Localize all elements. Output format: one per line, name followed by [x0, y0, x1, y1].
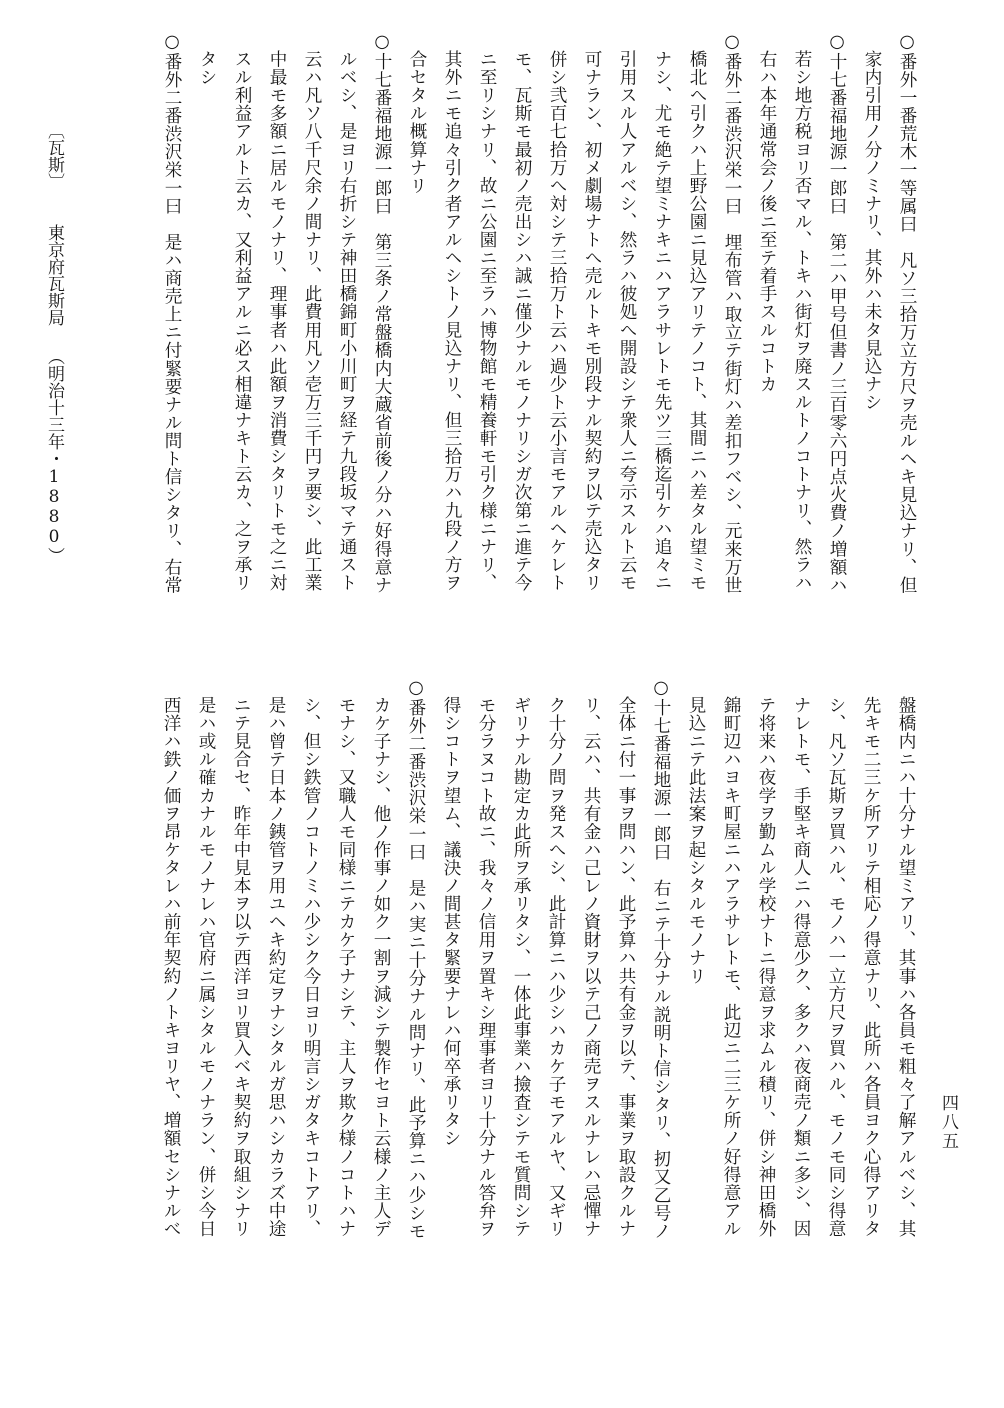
- upper-text-block: [154, 32, 924, 632]
- text-line: ○十七番福地源一郎曰 第二ハ甲号但書ノ三百零六円点火費ノ増額ハ: [827, 32, 847, 594]
- text-line: モ、瓦斯モ最初ノ売出シハ誠ニ僅少ナルモノナリシガ次第ニ進テ今: [512, 32, 532, 592]
- text-line: ○番外一番荒木一等属曰 凡ソ三拾万立方尺ヲ売ルヘキ見込ナリ、但: [897, 32, 917, 594]
- text-line: 錦町辺ハヨキ町屋ニハアラサレトモ、此辺ニ二三ケ所ノ好得意アル: [721, 678, 741, 1238]
- text-line: ○番外二番渋沢栄一曰 是ハ商売上ニ付緊要ナル問ト信シタリ、右常: [162, 32, 182, 594]
- margin-date: （明治十三年・1880）: [44, 348, 64, 564]
- text-line: 引用スル人アルベシ、然ラハ彼処へ開設シテ衆人ニ夸示スルト云モ: [617, 32, 637, 592]
- text-line: シ、凡ソ瓦斯ヲ買ハル、モノハ一立方尺ヲ買ハル、モノモ同シ得意: [826, 678, 846, 1238]
- page-number: 四八五: [938, 1094, 958, 1151]
- text-line: ○十七番福地源一郎曰 第三条ノ常盤橋内大蔵省前後ノ分ハ好得意ナ: [372, 32, 392, 594]
- text-line: ○十七番福地源一郎曰 右ニテ十分ナル説明ト信シタリ、扨又乙号ノ: [651, 678, 671, 1240]
- text-line: 中最モ多額ニ居ルモノナリ、理事者ハ此額ヲ消費シタリトモ之ニ対: [267, 32, 287, 592]
- text-line: 云ハ凡ソ八千尺余ノ間ナリ、此費用凡ソ壱万三千円ヲ要シ、此工業: [302, 32, 322, 592]
- text-line: ク十分ノ問ヲ発スへシ、此計算ニハ少シハカケ子モアルヤ、又ギリ: [546, 678, 566, 1238]
- text-line: テ将来ハ夜学ヲ勤ムル学校ナトニ得意ヲ求ムル積リ、併シ神田橋外: [756, 678, 776, 1238]
- text-line: 盤橋内ニハ十分ナル望ミアリ、其事ハ各員モ粗々了解アルベシ、其: [896, 678, 916, 1238]
- text-line: 右ハ本年通常会ノ後ニ至テ着手スルコトカ: [757, 32, 777, 393]
- text-line: シ、但シ鉄管ノコトノミハ少シク今日ヨリ明言シガタキコトアリ、: [301, 678, 321, 1238]
- text-line: 先キモ二三ケ所アリテ相応ノ得意ナリ、此所ハ各員ヨク心得アリタ: [861, 678, 881, 1238]
- text-line: 全体ニ付一事ヲ問ハン、此予算ハ共有金ヲ以テ、事業ヲ取設クルナ: [616, 678, 636, 1238]
- text-line: 可ナラン、初メ劇場ナトへ売ルトキモ別段ナル契約ヲ以テ売込タリ: [582, 32, 602, 592]
- text-line: 是ハ曾テ日本ノ銕管ヲ用ユヘキ約定ヲナシタルガ思ハシカラズ中途: [266, 678, 286, 1238]
- text-line: 橋北へ引クハ上野公園ニ見込アリテノコト、其間ニハ差タル望ミモ: [687, 32, 707, 592]
- text-line: 若シ地方税ヨリ否マル、トキハ街灯ヲ廃スルトノコトナリ、然ラハ: [792, 32, 812, 592]
- text-line: ニテ見合セ、昨年中見本ヲ以テ西洋ヨリ買入ベキ契約ヲ取組シナリ: [231, 678, 251, 1238]
- text-line: ルベシ、是ヨリ右折シテ神田橋錦町小川町ヲ経テ九段坂マテ通スト: [337, 32, 357, 592]
- text-line: タシ: [197, 32, 217, 87]
- margin-source: 東京府瓦斯局: [44, 224, 64, 326]
- text-line: 其外ニモ追々引ク者アルヘシトノ見込ナリ、但三拾万ハ九段ノ方ヲ: [442, 32, 462, 592]
- text-line: モ分ラヌコト故ニ、我々ノ信用ヲ置キシ理事者ヨリ十分ナル答弁ヲ: [476, 678, 496, 1238]
- text-line: ニ至リシナリ、故ニ公園ニ至ラハ博物館モ精養軒モ引ク様ニナリ、: [477, 32, 497, 592]
- margin-category: 〔瓦斯〕: [44, 122, 64, 190]
- text-line: ○番外二番渋沢栄一曰 埋布管ハ取立テ街灯ハ差扣フベシ、元来万世: [722, 32, 742, 594]
- lower-text-block: [153, 678, 923, 1278]
- text-line: リ、云ハ、共有金ハ己レノ資財ヲ以テ己ノ商売ヲスルナレハ忌憚ナ: [581, 678, 601, 1238]
- text-line: 併シ弐百七拾万へ対シテ三拾万ト云ハ過少ト云小言モアルヘケレト: [547, 32, 567, 592]
- text-line: ○番外二番渋沢栄一曰 是ハ実ニ十分ナル問ナリ、此予算ニハ少シモ: [406, 678, 426, 1240]
- text-line: ナレトモ、手堅キ商人ニハ得意少ク、多クハ夜商売ノ類ニ多シ、因: [791, 678, 811, 1238]
- text-line: ギリナル勘定カ此所ヲ承リタシ、一体此事業ハ撿査シテモ質問シテ: [511, 678, 531, 1238]
- text-line: モナシ、又職人モ同様ニテカケ子ナシテ、主人ヲ欺ク様ノコトハナ: [336, 678, 356, 1238]
- text-line: ナシ、尤モ絶テ望ミナキニハアラサレトモ先ツ三橋迄引ケハ追々ニ: [652, 32, 672, 592]
- text-line: 得シコトヲ望ム、議決ノ間甚タ緊要ナレハ何卒承リタシ: [441, 678, 461, 1148]
- text-line: 西洋ハ鉄ノ価ヲ昂ケタレハ前年契約ノトキヨリヤ、増額セシナルべ: [161, 678, 181, 1238]
- running-header: [42, 122, 66, 564]
- text-line: スル利益アルト云カ、又利益アルニ必ス相違ナキト云カ、之ヲ承リ: [232, 32, 252, 592]
- text-line: カケ子ナシ、他ノ作事ノ如ク一割ヲ減シテ製作セヨト云様ノ主人デ: [371, 678, 391, 1238]
- text-line: 合セタル概算ナリ: [407, 32, 427, 195]
- text-line: 是ハ或ル確カナルモノナレハ官府ニ属シタルモノナラン、併シ今日: [196, 678, 216, 1238]
- text-line: 見込ニテ此法案ヲ起シタルモノナリ: [686, 678, 706, 985]
- text-line: 家内引用ノ分ノミナリ、其外ハ未タ見込ナシ: [862, 32, 882, 412]
